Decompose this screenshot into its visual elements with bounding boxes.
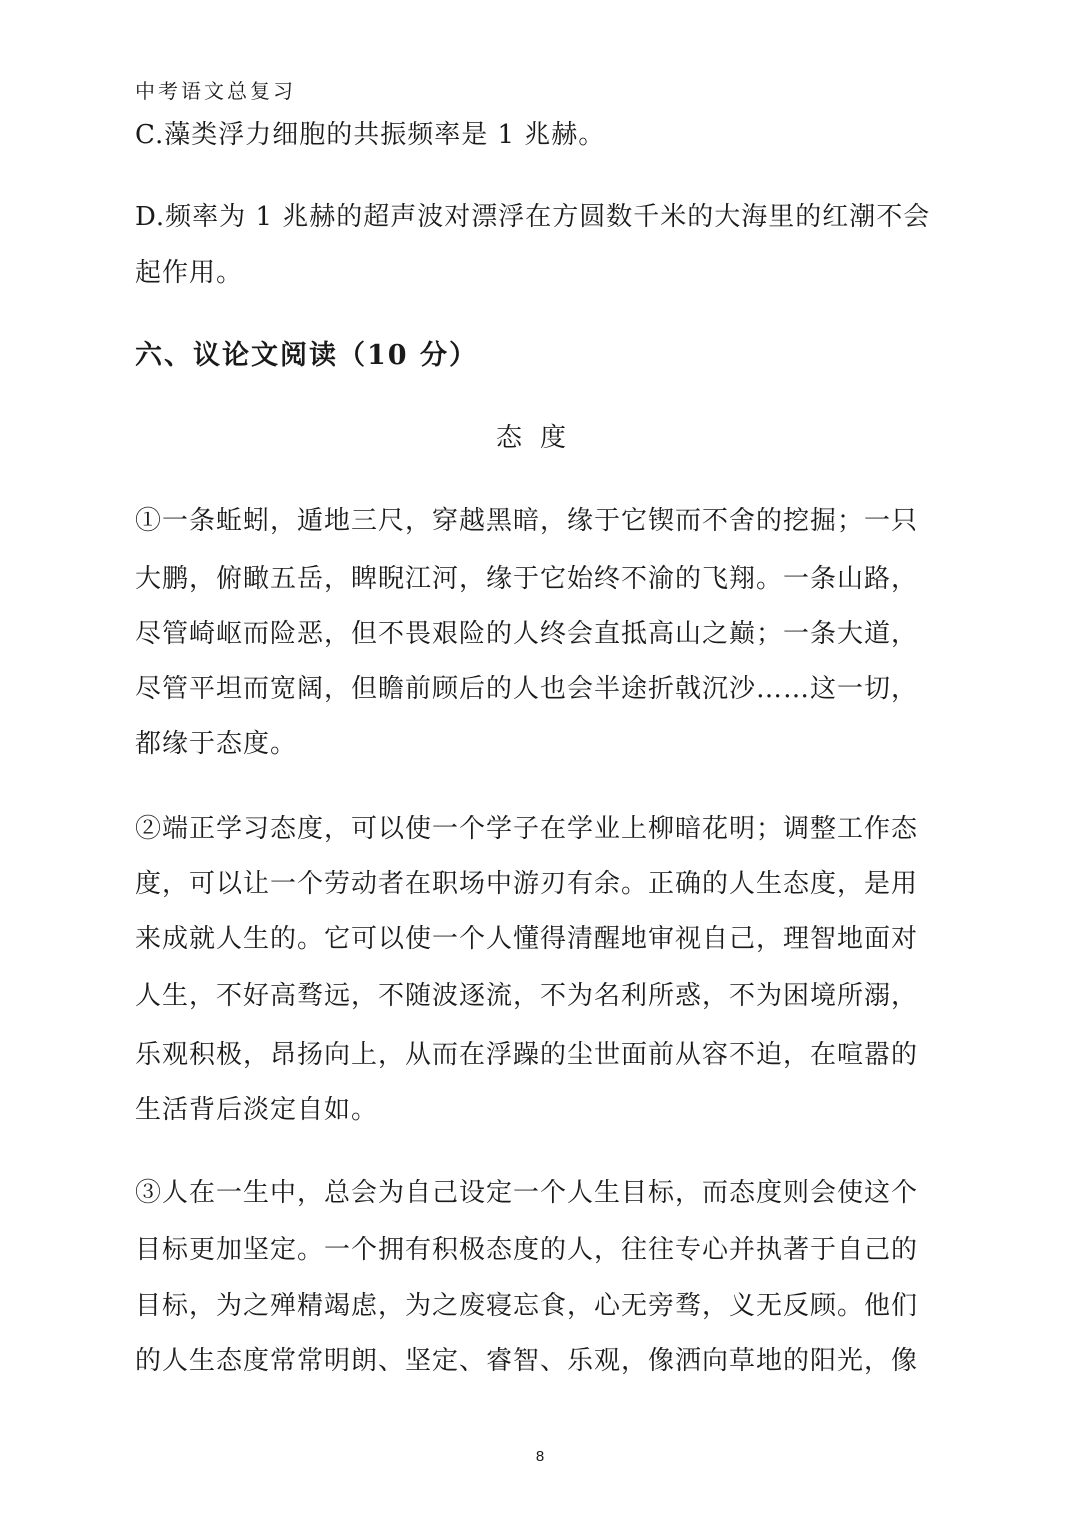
paragraph-1-line: 尽管平坦而宽阔，但瞻前顾后的人也会半途折戟沉沙……这一切， (135, 674, 919, 704)
paragraph-2-line: 生活背后淡定自如。 (135, 1095, 379, 1125)
paragraph-3-line: ③人在一生中，总会为自己设定一个人生目标，而态度则会使这个 (135, 1178, 919, 1208)
paragraph-1-line: 都缘于态度。 (135, 729, 298, 759)
section-heading: 六、议论文阅读（10 分） (135, 340, 478, 371)
paragraph-2-line: 乐观积极，昂扬向上，从而在浮躁的尘世面前从容不迫，在喧嚣的 (135, 1040, 919, 1070)
paragraph-3-line: 目标更加坚定。一个拥有积极态度的人，往往专心并执著于自己的 (135, 1235, 919, 1265)
paragraph-1-line: ①一条蚯蚓，遁地三尺，穿越黑暗，缘于它锲而不舍的挖掘；一只 (135, 506, 919, 536)
paragraph-1-line: 尽管崎岖而险恶，但不畏艰险的人终会直抵高山之巅；一条大道， (135, 619, 919, 649)
paragraph-2-line: 来成就人生的。它可以使一个人懂得清醒地审视自己，理智地面对 (135, 924, 919, 954)
option-c: C.藻类浮力细胞的共振频率是 1 兆赫。 (135, 120, 606, 150)
article-title: 态度 (495, 423, 584, 453)
page-number: 8 (535, 1448, 545, 1465)
paragraph-3-line: 目标，为之殚精竭虑，为之废寝忘食，心无旁骛，义无反顾。他们 (135, 1291, 919, 1321)
paragraph-1-line: 大鹏，俯瞰五岳，睥睨江河，缘于它始终不渝的飞翔。一条山路， (135, 564, 919, 594)
option-d-line: D.频率为 1 兆赫的超声波对漂浮在方圆数千米的大海里的红潮不会 (135, 202, 931, 232)
paragraph-2-line: ②端正学习态度，可以使一个学子在学业上柳暗花明；调整工作态 (135, 814, 919, 844)
option-d-line: 起作用。 (135, 258, 244, 288)
paragraph-3-line: 的人生态度常常明朗、坚定、睿智、乐观，像洒向草地的阳光，像 (135, 1346, 919, 1376)
running-header: 中考语文总复习 (135, 79, 296, 103)
paragraph-2-line: 人生，不好高骛远，不随波逐流，不为名利所惑，不为困境所溺， (135, 981, 919, 1011)
paragraph-2-line: 度，可以让一个劳动者在职场中游刃有余。正确的人生态度，是用 (135, 869, 919, 899)
